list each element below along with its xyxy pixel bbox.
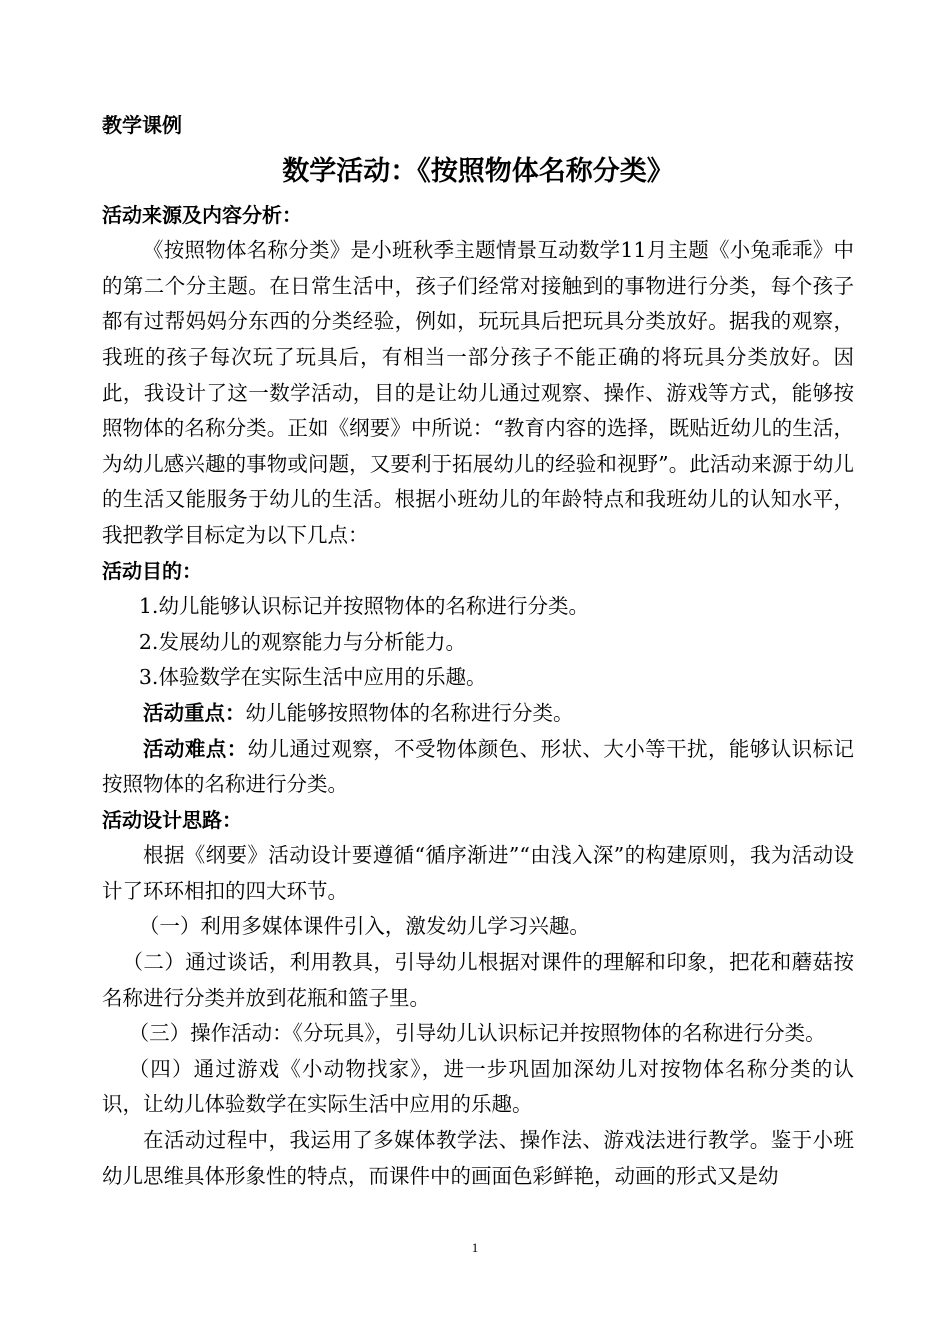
- difficulty-point: [102, 732, 854, 803]
- source-heading: 活动来源及内容分析：: [102, 202, 302, 227]
- source-paragraph: 《按照物体名称分类》是小班秋季主题情景互动数学11月主题《小兔乖乖》中的第二个分主题。在日常生活中，孩子们经常对接触到的事物进行分类，每个孩子都有过帮妈妈分东西的分类经验，例如，玩玩具后把玩具分类放好。据我的观察，我班的孩子每次玩了玩具后，有相当一部分孩子不能正确的将玩具分类放好。因此，我设计了这一数学活动，目的是让幼儿通过观察、操作、游戏等方式，能够按照物体的名称分类。正如《纲要》中所说：“教育内容的选择，既贴近幼儿的生活，为幼儿感兴趣的事物或问题，又要利于拓展幼儿的经验和视野”。此活动来源于幼儿的生活又能服务于幼儿的生活。根据小班幼儿的年龄特点和我班幼儿的认知水平，我把教学目标定为以下几点：: [102, 238, 854, 547]
- key-point: [102, 696, 854, 732]
- design-step-4: （四）通过游戏《小动物找家》，进一步巩固加深幼儿对按物体名称分类的认识，让幼儿体验数学在实际生活中应用的乐趣。: [102, 1056, 854, 1117]
- document-content: [102, 108, 854, 1194]
- document-title: 数学活动：《按照物体名称分类》: [282, 155, 674, 187]
- design-heading: 活动设计思路：: [102, 807, 242, 832]
- design-intro: 根据《纲要》活动设计要遵循“循序渐进”“由浅入深”的构建原则，我为活动设计了环环相扣的四大环节。: [102, 843, 854, 903]
- difficulty-text: 幼儿通过观察，不受物体颜色、形状、大小等干扰，能够认识标记按照物体的名称进行分类。: [102, 736, 855, 797]
- key-point-text: 幼儿能够按照物体的名称进行分类。: [245, 700, 574, 725]
- goal-item-1: 1.幼儿能够认识标记并按照物体的名称进行分类。: [138, 594, 589, 619]
- difficulty-label: 活动难点：: [143, 736, 248, 761]
- page-number: 1: [471, 1240, 479, 1255]
- key-point-label: 活动重点：: [143, 700, 246, 725]
- goal-item-2: 2.发展幼儿的观察能力与分析能力。: [138, 629, 466, 654]
- design-closing: 在活动过程中，我运用了多媒体教学法、操作法、游戏法进行教学。鉴于小班幼儿思维具体形象性的特点，而课件中的画面色彩鲜艳，动画的形式又是幼: [102, 1128, 854, 1188]
- goal-item-3: 3.体验数学在实际生活中应用的乐趣。: [138, 665, 487, 690]
- design-step-2: （二）通过谈话，利用教具，引导幼儿根据对课件的理解和印象，把花和蘑菇按名称进行分类并放到花瓶和篮子里。: [102, 950, 854, 1010]
- design-step-1: （一）利用多媒体课件引入，激发幼儿学习兴趣。: [138, 914, 590, 939]
- design-step-3: （三）操作活动：《分玩具》，引导幼儿认识标记并按照物体的名称进行分类。: [128, 1021, 826, 1046]
- category-label: 教学课例: [102, 113, 182, 137]
- goals-heading: 活动目的：: [102, 558, 202, 583]
